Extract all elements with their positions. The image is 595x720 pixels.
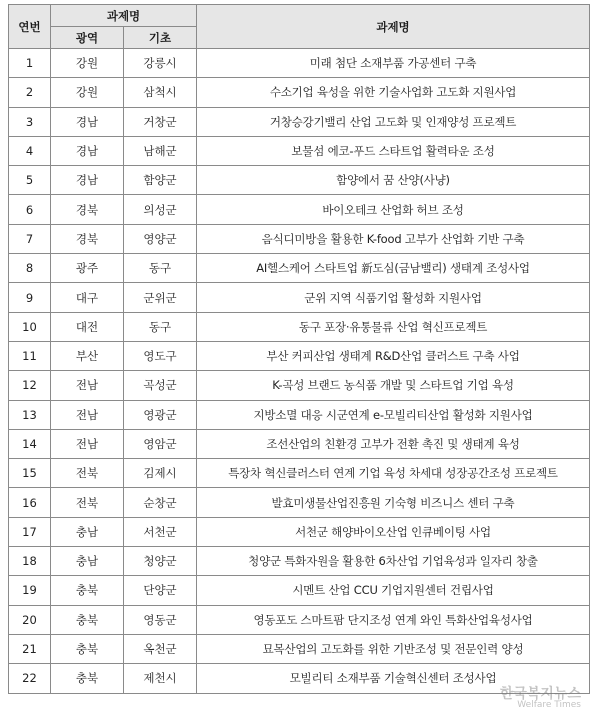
cell-title: 부산 커피산업 생태계 R&D산업 클러스트 구축 사업: [197, 341, 590, 370]
cell-no: 5: [9, 166, 51, 195]
cell-no: 20: [9, 605, 51, 634]
table-row: [9, 49, 590, 78]
cell-region: 충북: [51, 634, 124, 663]
cell-no: 3: [9, 107, 51, 136]
table-row: [9, 195, 590, 224]
watermark: [500, 687, 581, 710]
cell-local: 동구: [124, 254, 197, 283]
cell-title: 지방소멸 대응 시군연계 e-모빌리티산업 활성화 지원사업: [197, 400, 590, 429]
cell-local: 영광군: [124, 400, 197, 429]
cell-no: 22: [9, 664, 51, 693]
cell-region: 경남: [51, 166, 124, 195]
cell-local: 영양군: [124, 224, 197, 253]
cell-no: 1: [9, 49, 51, 78]
table-row: [9, 312, 590, 341]
cell-region: 충북: [51, 605, 124, 634]
cell-no: 9: [9, 283, 51, 312]
cell-no: 18: [9, 547, 51, 576]
cell-title: 음식디미방을 활용한 K-food 고부가 산업화 기반 구축: [197, 224, 590, 253]
cell-no: 21: [9, 634, 51, 663]
cell-local: 청양군: [124, 547, 197, 576]
cell-region: 경남: [51, 136, 124, 165]
table-row: [9, 400, 590, 429]
cell-region: 강원: [51, 78, 124, 107]
cell-no: 4: [9, 136, 51, 165]
cell-local: 삼척시: [124, 78, 197, 107]
cell-no: 19: [9, 576, 51, 605]
cell-title: AI헬스케어 스타트업 新도심(금남밸리) 생태계 조성사업: [197, 254, 590, 283]
cell-no: 6: [9, 195, 51, 224]
header-group: 과제명: [51, 5, 197, 27]
cell-local: 거창군: [124, 107, 197, 136]
cell-local: 제천시: [124, 664, 197, 693]
table-row: [9, 107, 590, 136]
cell-title: 미래 첨단 소재부품 가공센터 구축: [197, 49, 590, 78]
cell-no: 8: [9, 254, 51, 283]
cell-local: 영동군: [124, 605, 197, 634]
cell-local: 김제시: [124, 459, 197, 488]
cell-region: 대전: [51, 312, 124, 341]
cell-no: 15: [9, 459, 51, 488]
cell-title: 거창승강기밸리 산업 고도화 및 인재양성 프로젝트: [197, 107, 590, 136]
cell-no: 10: [9, 312, 51, 341]
cell-no: 7: [9, 224, 51, 253]
cell-region: 충북: [51, 664, 124, 693]
cell-region: 전남: [51, 371, 124, 400]
cell-title: K-곡성 브랜드 농식품 개발 및 스타트업 기업 육성: [197, 371, 590, 400]
cell-local: 의성군: [124, 195, 197, 224]
table-row: [9, 371, 590, 400]
cell-local: 단양군: [124, 576, 197, 605]
cell-local: 군위군: [124, 283, 197, 312]
project-table: [8, 4, 590, 694]
cell-region: 전북: [51, 488, 124, 517]
cell-title: 청양군 특화자원을 활용한 6차산업 기업육성과 일자리 창출: [197, 547, 590, 576]
table-row: [9, 605, 590, 634]
cell-region: 대구: [51, 283, 124, 312]
cell-title: 특장차 혁신클러스터 연계 기업 육성 차세대 성장공간조성 프로젝트: [197, 459, 590, 488]
table-header: [9, 5, 590, 49]
table-row: [9, 341, 590, 370]
watermark-ko: 한국복지뉴스: [499, 686, 581, 702]
header-no: 연번: [9, 5, 51, 49]
cell-local: 옥천군: [124, 634, 197, 663]
cell-local: 남해군: [124, 136, 197, 165]
table-body: [9, 49, 590, 694]
cell-region: 경남: [51, 107, 124, 136]
cell-region: 부산: [51, 341, 124, 370]
cell-no: 2: [9, 78, 51, 107]
table-row: [9, 488, 590, 517]
cell-title: 시멘트 산업 CCU 기업지원센터 건립사업: [197, 576, 590, 605]
cell-region: 전남: [51, 429, 124, 458]
cell-region: 충남: [51, 547, 124, 576]
cell-title: 보물섬 에코-푸드 스타트업 활력타운 조성: [197, 136, 590, 165]
cell-region: 전남: [51, 400, 124, 429]
table-row: [9, 224, 590, 253]
cell-local: 함양군: [124, 166, 197, 195]
cell-local: 동구: [124, 312, 197, 341]
cell-region: 광주: [51, 254, 124, 283]
cell-local: 서천군: [124, 517, 197, 546]
table-row: [9, 78, 590, 107]
cell-local: 영도구: [124, 341, 197, 370]
cell-title: 동구 포장·유통물류 산업 혁신프로젝트: [197, 312, 590, 341]
cell-region: 충북: [51, 576, 124, 605]
header-local: 기초: [124, 27, 197, 49]
cell-no: 13: [9, 400, 51, 429]
cell-title: 영동포도 스마트팜 단지조성 연계 와인 특화산업육성사업: [197, 605, 590, 634]
cell-title: 수소기업 육성을 위한 기술사업화 고도화 지원사업: [197, 78, 590, 107]
cell-local: 강릉시: [124, 49, 197, 78]
table-row: [9, 254, 590, 283]
cell-no: 17: [9, 517, 51, 546]
cell-region: 전북: [51, 459, 124, 488]
cell-no: 16: [9, 488, 51, 517]
cell-title: 바이오테크 산업화 허브 조성: [197, 195, 590, 224]
cell-local: 영암군: [124, 429, 197, 458]
cell-title: 묘목산업의 고도화를 위한 기반조성 및 전문인력 양성: [197, 634, 590, 663]
cell-title: 함양에서 꿈 산양(사냥): [197, 166, 590, 195]
table-row: [9, 283, 590, 312]
cell-title: 모빌리티 소재부품 기술혁신센터 조성사업: [197, 664, 590, 693]
cell-no: 11: [9, 341, 51, 370]
header-region: 광역: [51, 27, 124, 49]
table-row: [9, 576, 590, 605]
cell-title: 발효미생물산업진흥원 기숙형 비즈니스 센터 구축: [197, 488, 590, 517]
table-row: [9, 166, 590, 195]
table-row: [9, 547, 590, 576]
cell-region: 경북: [51, 224, 124, 253]
cell-title: 서천군 해양바이오산업 인큐베이팅 사업: [197, 517, 590, 546]
table-row: [9, 517, 590, 546]
cell-local: 순창군: [124, 488, 197, 517]
cell-region: 강원: [51, 49, 124, 78]
header-title: 과제명: [197, 5, 590, 49]
cell-no: 14: [9, 429, 51, 458]
cell-title: 군위 지역 식품기업 활성화 지원사업: [197, 283, 590, 312]
watermark-en: Welfare Times: [517, 700, 581, 710]
cell-no: 12: [9, 371, 51, 400]
table-row: [9, 459, 590, 488]
cell-title: 조선산업의 친환경 고부가 전환 촉진 및 생태계 육성: [197, 429, 590, 458]
table-row: [9, 429, 590, 458]
cell-region: 충남: [51, 517, 124, 546]
cell-region: 경북: [51, 195, 124, 224]
table-row: [9, 634, 590, 663]
cell-local: 곡성군: [124, 371, 197, 400]
table-row: [9, 136, 590, 165]
